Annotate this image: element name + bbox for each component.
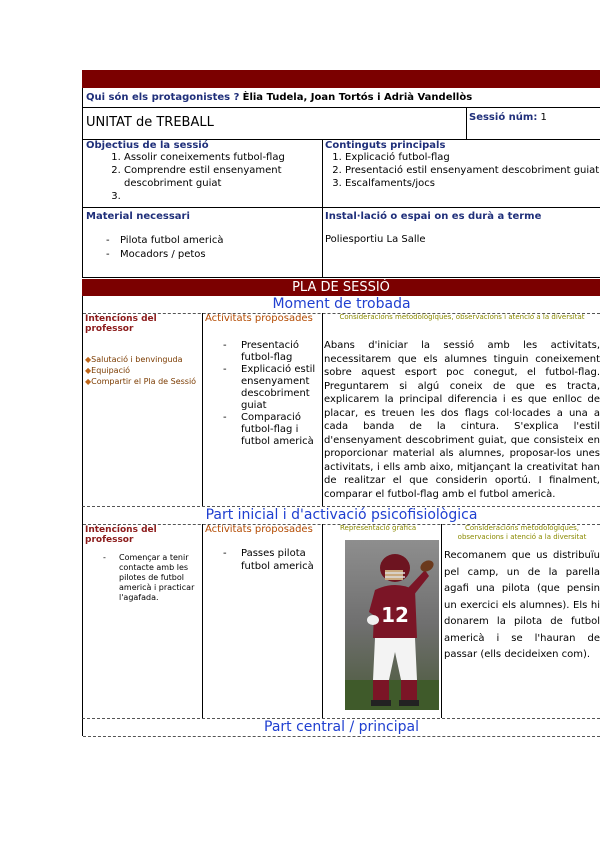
section-2-graphic <box>324 524 441 718</box>
section-2-considerations <box>444 524 600 718</box>
section-2-body <box>82 524 600 719</box>
material-row <box>82 208 600 278</box>
considerations-text: Abans d'iniciar la sessió amb les activitats, necessitarem que els alumnes tinguin coneixement sobre aquest esport poc conegut, el futbol-flag. Preguntarem si algú coneix de que es tracta, explicarem la principal diferencia i es que enlloc de placar, es treuen les dos flags col·locades a una a cada banda de la cintura. S'explica l'estil d'ensenyament descobriment guiat, que consisteix en proporcionar material als alumnes, proposar-los unes activitats, i ells amb aixo, mitjançant la creativitat han de realitzar el que considerin oportú. I finalment, comparar el futbol-flag amb el futbol americà. <box>324 340 600 500</box>
section-1-body <box>82 313 600 507</box>
section-header-2 <box>82 507 600 524</box>
intention-item: - Començar a tenir contacte amb les pilotes de futbol americà i practicar l'agafada. <box>99 553 202 603</box>
considerations-label: Consideracions metodològiques, observacions i atenció a la diversitat <box>457 524 587 541</box>
header-bar <box>82 70 600 88</box>
objectives-row <box>82 140 600 208</box>
section-1-intentions <box>85 313 202 506</box>
section-2-activities <box>205 524 321 718</box>
material-item: - Pilota futbol americà <box>102 234 322 248</box>
contents-label: Continguts principals <box>325 140 446 151</box>
contents-list <box>325 151 600 190</box>
installation-value: Poliesportiu La Salle <box>325 234 426 245</box>
protagonists-label: Qui són els protagonistes ? <box>86 92 240 103</box>
unit-row <box>82 108 600 140</box>
plan-title: PLA DE SESSIÓ <box>82 279 600 296</box>
activity-item: - Presentació futbol-flag <box>219 340 321 364</box>
session-plan-sheet <box>82 70 600 736</box>
objectives-cell <box>86 140 322 207</box>
intentions-label: Intencions del professor <box>85 314 157 334</box>
intention-item: ◆Compartir el Pla de Sessió <box>85 377 197 386</box>
objectives-label: Objectius de la sessió <box>86 140 209 151</box>
installation-label: Instal·lació o espai on es durà a terme <box>325 211 542 222</box>
objectives-list <box>86 151 322 203</box>
activities-label: Activitats proposades <box>205 524 313 535</box>
section-1-considerations <box>324 313 600 506</box>
installation-cell <box>325 208 600 277</box>
material-item: - Mocadors / petos <box>102 248 322 262</box>
material-list <box>102 234 322 262</box>
activity-item: - Explicació estil ensenyament descobriment guiat <box>219 364 321 412</box>
activity-item: - Comparació futbol-flag i futbol americà <box>219 412 321 448</box>
content-item: 2. Presentació estil ensenyament descobriment guiat <box>345 164 600 177</box>
objective-item: 2. Comprendre estil ensenyament descobriment guiat <box>124 164 322 190</box>
session-number-label: Sessió núm: <box>469 112 538 123</box>
objective-item <box>124 190 322 203</box>
protagonists-row <box>82 88 600 108</box>
considerations-label: Consideracions metodològiques, observacions i atenció a la diversitat <box>339 313 585 321</box>
section-1-activities <box>205 313 321 506</box>
activity-item: - Passes pilota futbol americà <box>219 547 321 573</box>
considerations-text: Recomanem que us distribuïu pel camp, un de la parella agafi una pilota (que pensin un exercici els alumnes). Els hi donarem la pilota de futbol americà i se l'hauran de passar (ells decideixen com). <box>444 550 600 660</box>
section-2-intentions <box>85 524 202 718</box>
section-header-1 <box>82 296 600 313</box>
content-item: 1. Explicació futbol-flag <box>345 151 600 164</box>
session-number: 1 <box>540 112 547 123</box>
football-player-image <box>345 540 439 710</box>
material-cell <box>86 208 322 277</box>
graphic-label: Representació gràfica <box>340 524 417 532</box>
intentions-label: Intencions del professor <box>85 525 157 545</box>
intention-item: ◆Salutació i benvinguda <box>85 355 183 364</box>
activities-label: Activitats proposades <box>205 313 313 324</box>
section-1-title: Moment de trobada <box>83 296 600 314</box>
material-label: Material necessari <box>86 211 190 222</box>
contents-cell <box>325 140 600 207</box>
section-2-title: Part inicial i d'activació psicofisiològica <box>83 507 600 525</box>
content-item: 3. Escalfaments/jocs <box>345 177 600 190</box>
jersey-number: 12 <box>381 603 409 627</box>
objective-item: 1. Assolir coneixements futbol-flag <box>124 151 322 164</box>
section-header-3 <box>82 719 600 736</box>
protagonists-names: Èlia Tudela, Joan Tortós i Adrià Vandellòs <box>242 92 473 103</box>
intention-item: ◆Equipació <box>85 366 131 375</box>
section-3-title: Part central / principal <box>83 719 600 737</box>
unit-title: UNITAT de TREBALL <box>86 115 214 130</box>
